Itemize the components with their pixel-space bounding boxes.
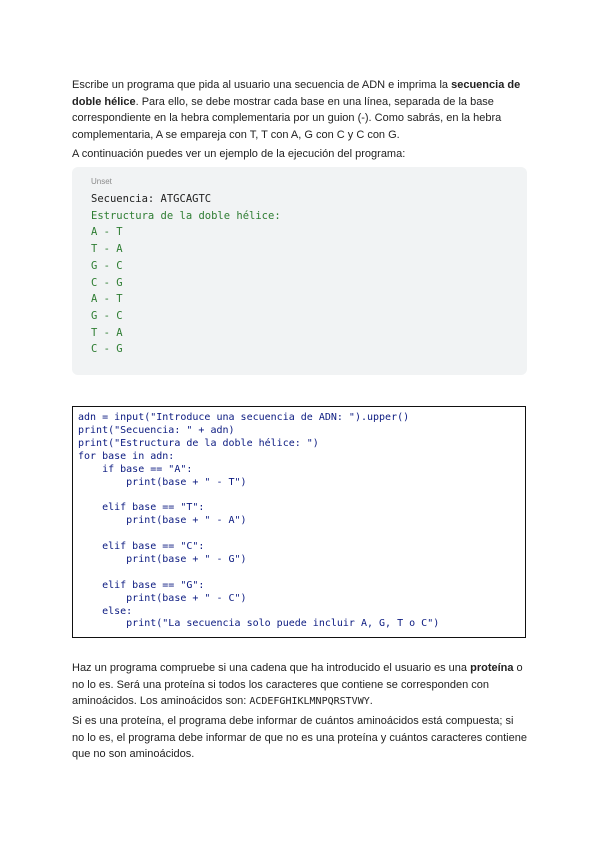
protein-text: Haz un programa compruebe si una cadena que ha introducido el usuario es una — [72, 662, 471, 674]
protein-bold-term: proteína — [470, 662, 514, 674]
example-output-line: Estructura de la doble hélice: — [91, 209, 281, 222]
code-line: print("La secuencia solo puede incluir A, G, T o C") — [78, 618, 440, 630]
intro-text-cont: . Para ello, se debe mostrar cada base en una línea, separada de la base correspondiente en la hebra complementaria por un guion (-). Como sabrás, en la hebra complementaria, A se empareja con T, T con A, G con C y C con G. — [72, 95, 502, 141]
example-output-line: A - T — [91, 293, 123, 306]
example-output-line: C - G — [91, 276, 123, 289]
code-line: elif base == "T": — [78, 502, 205, 514]
example-output-line: T - A — [91, 243, 123, 256]
code-line: elif base == "C": — [78, 541, 205, 552]
code-line: if base == "A": — [78, 463, 193, 475]
code-line: for base in adn: — [78, 450, 175, 462]
code-line: else: — [78, 605, 133, 617]
example-output-line: Secuencia: ATGCAGTC — [91, 193, 212, 205]
example-output-line: C - G — [91, 343, 123, 356]
example-output-line: G - C — [91, 259, 123, 272]
intro-bold-term: secuencia de doble hélice — [72, 79, 521, 108]
code-line: elif base == "G": — [78, 579, 205, 591]
protein-text-cont: o no lo es. Será una proteína si todos los caracteres que contiene se corresponden con aminoácidos. Los aminoácidos son: — [72, 662, 523, 707]
code-language-label: Unset — [91, 177, 112, 186]
example-output-line: A - T — [91, 226, 123, 239]
amino-acids-list: ACDEFGHIKLMNPQRSTVWY — [249, 696, 370, 707]
protein-paragraph — [72, 660, 528, 711]
example-output-line: G - C — [91, 309, 123, 322]
code-line: print("Secuencia: " + adn) — [78, 424, 235, 436]
example-output-block — [72, 167, 527, 375]
example-intro-paragraph: A continuación puedes ver un ejemplo de la ejecución del programa: — [72, 148, 406, 160]
code-line: print(base + " - T") — [78, 476, 247, 488]
code-block — [72, 406, 526, 638]
code-line: print(base + " - A") — [78, 515, 247, 527]
result-paragraph: Si es una proteína, el programa debe informar de cuántos aminoácidos está compuesta; si no lo es, el programa debe informar de que no es una proteína y cuántos caracteres contiene que no son aminoácidos. — [72, 715, 527, 760]
code-line: adn = input("Introduce una secuencia de ADN: ").upper() — [78, 412, 410, 423]
protein-text-end: . — [369, 695, 373, 707]
code-line: print(base + " - C") — [78, 592, 247, 604]
intro-text: Escribe un programa que pida al usuario una secuencia de ADN e imprima la — [72, 79, 452, 91]
code-line: print(base + " - G") — [78, 553, 247, 565]
example-output-line: T - A — [91, 326, 123, 339]
intro-paragraph — [72, 77, 528, 143]
code-line: print("Estructura de la doble hélice: ") — [78, 437, 319, 449]
